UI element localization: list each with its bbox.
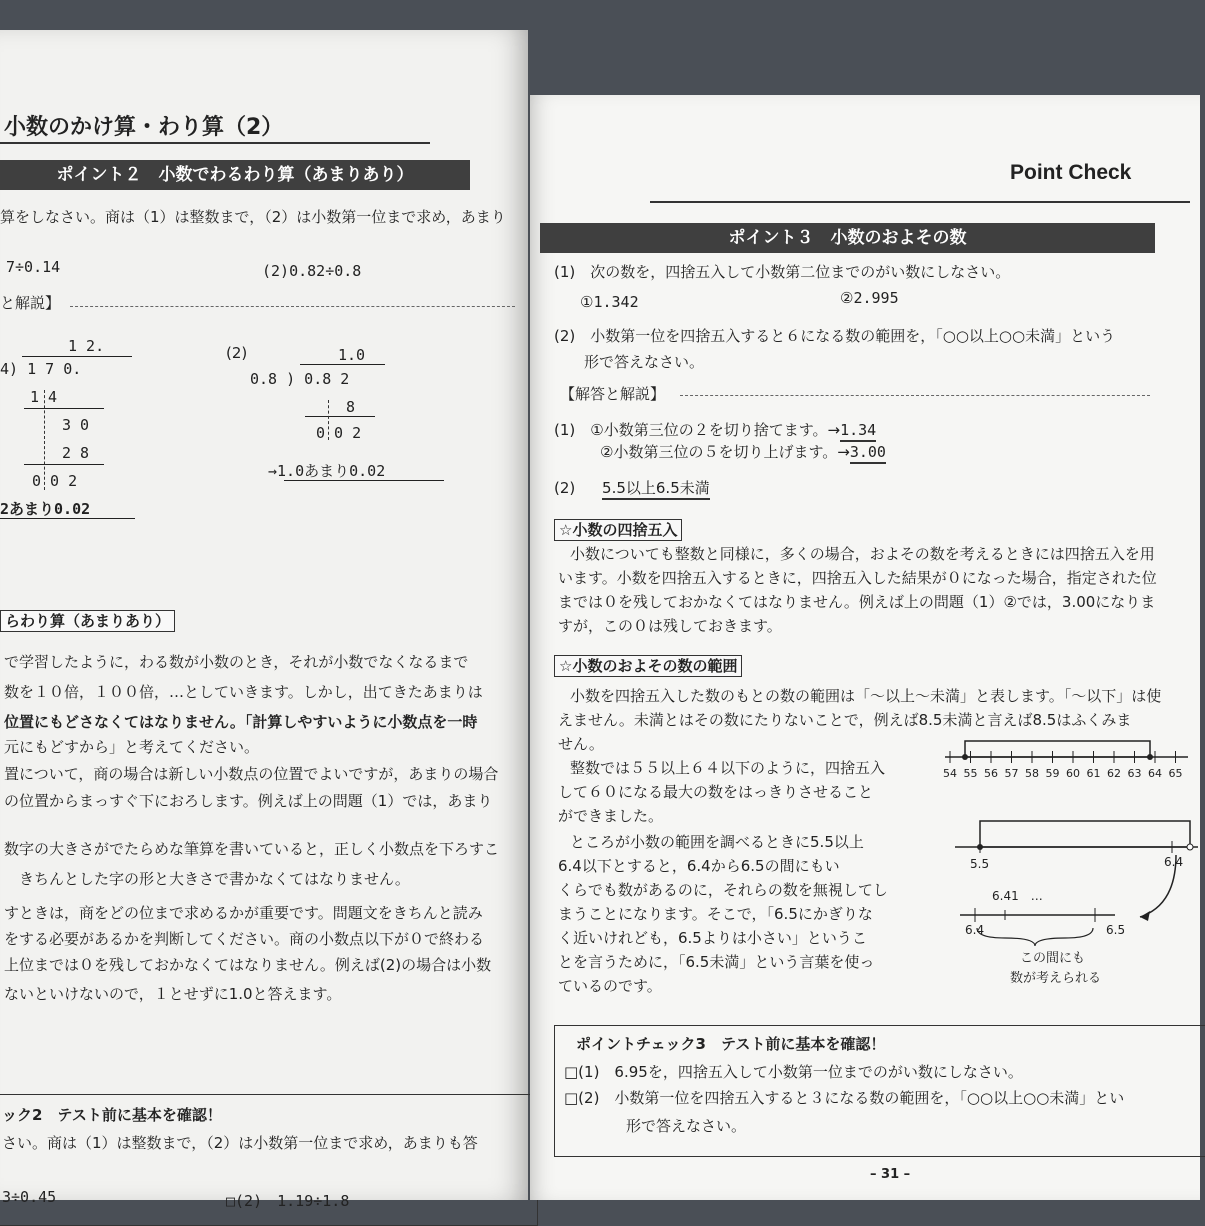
answer-1: 2あまり0.02 <box>0 500 91 518</box>
question-2: (2)0.82÷0.8 <box>262 262 362 280</box>
underline <box>0 518 135 519</box>
para-line: 元にもどすから」と考えてください。 <box>4 738 260 756</box>
question-2: (2) 小数第一位を四捨五入すると６になる数の範囲を，「○○以上○○未満」という <box>554 327 1116 345</box>
title-rule <box>0 142 430 144</box>
sec2-line: 整数では５５以上６４以下のように，四捨五入 <box>570 759 886 777</box>
answer-2: →1.0あまり0.02 <box>268 462 386 480</box>
dash-rule <box>70 306 515 307</box>
dash-rule <box>680 395 1150 396</box>
note-line-1: この間にも <box>1020 951 1086 966</box>
point-check-header: Point Check <box>1010 161 1132 184</box>
underline <box>284 480 444 481</box>
start-dot <box>962 754 968 760</box>
brace <box>977 928 1093 946</box>
para-line: きちんとした字の形と大きさで書かなくてはなりません。 <box>4 870 410 888</box>
para-line: すときは，商をどの位まで求めるかが重要です。問題文をきちんと読み <box>4 904 483 922</box>
question-2-cont: 形で答えなさい。 <box>584 353 705 371</box>
nl3-label-mid: 6.41 … <box>992 889 1043 903</box>
division-bar <box>22 356 132 357</box>
decimal-drop-line <box>44 390 45 490</box>
range-bracket <box>965 741 1150 757</box>
sec2-line: せん。 <box>558 735 604 753</box>
point-check-2-line: さい。商は（1）は整数まで，（2）は小数第一位まで求め，あまりも答 <box>2 1134 478 1152</box>
remainder-1: 0 0 2 <box>32 472 78 490</box>
tick-label: 62 <box>1107 767 1121 780</box>
tick-label: 63 <box>1127 767 1142 780</box>
section-rounding: ☆小数の四捨五入 <box>554 519 682 541</box>
section-box: らわり算（あまりあり） <box>0 610 175 632</box>
page-number: – 31 – <box>870 1167 911 1182</box>
para-line: 数字の大きさがでたらめな筆算を書いていると，正しく小数点を下ろすこ <box>4 840 500 858</box>
sec2-line: ているのです。 <box>558 977 662 995</box>
sec2-line: えません。未満とはその数にたりないことで，例えば8.5未満と言えば8.5はふくみま <box>558 711 1132 729</box>
header-rule <box>650 201 1190 203</box>
remainder-2: 0 0 2 <box>316 424 362 442</box>
tick-label: 59 <box>1045 767 1060 780</box>
sec2-line: く近いけれども，6.5よりは小さい」というこ <box>558 929 867 947</box>
question-1a: ①1.342 <box>580 293 639 311</box>
label-2: (2) <box>226 344 248 362</box>
answer-1a <box>554 421 876 439</box>
para-line: をする必要があるかを判断してください。商の小数点以下が０で終わる <box>4 930 485 948</box>
nl2-label-right: 6.4 <box>1164 855 1184 869</box>
dividend-1: 4) 1 7 0. <box>0 360 82 378</box>
tick-label: 54 <box>943 767 957 780</box>
sec2-line: まうことになります。そこで，「6.5にかぎりな <box>558 905 873 923</box>
sec1-line: 小数についても整数と同様に，多くの場合，およその数を考えるときには四捨五入を用 <box>570 545 1155 563</box>
point-check-3-title: ポイントチェック3 テスト前に基本を確認！ <box>576 1035 886 1053</box>
answer-1b <box>600 443 886 461</box>
para-line: 置について，商の場合は新しい小数点の位置でよいですが，あまりの場合 <box>4 765 499 783</box>
end-open-dot <box>1187 844 1193 850</box>
para-line: の位置からまっすぐ下におろします。例えば上の問題（1）では，あまり <box>4 792 493 810</box>
question-1: (1) 次の数を，四捨五入して小数第二位までのがい数にしなさい。 <box>554 263 1011 281</box>
answer-2-label: (2) <box>554 479 576 497</box>
step-2: 3 0 <box>62 416 90 434</box>
tick-label: 61 <box>1086 767 1101 780</box>
answer-heading: と解説】 <box>0 294 61 312</box>
tick-label: 64 <box>1148 767 1162 780</box>
check-item-2: □(2) 小数第一位を四捨五入すると３になる数の範囲を，「○○以上○○未満」とい <box>564 1089 1125 1107</box>
page-title: 小数のかけ算・わり算（2） <box>4 115 284 140</box>
nl2-label-left: 5.5 <box>970 857 990 871</box>
sec2-line: 小数を四捨五入した数のもとの数の範囲は「〜以上〜未満」と表します。「〜以下」は使 <box>570 687 1162 705</box>
tick-label: 56 <box>984 767 998 780</box>
para-line: 上位までは０を残しておかなくてはなりません。例えば(2)の場合は小数 <box>4 956 492 974</box>
para-line: ないといけないので，１とせずに1.0と答えます。 <box>4 985 342 1003</box>
instruction: 算をしなさい。商は（1）は整数まで，（2）は小数第一位まで求め，あまり <box>0 208 506 226</box>
tick-label: 58 <box>1025 767 1039 780</box>
division-bar <box>300 364 385 365</box>
note-line-2: 数が考えられる <box>1010 971 1102 986</box>
answer-1a-value: 1.34 <box>840 421 876 442</box>
sec1-line: います。小数を四捨五入するときに，四捨五入した結果が０になった場合，指定された位 <box>558 569 1157 587</box>
para-line: 位置にもどさなくてはなりません。「計算しやすいように小数点を一時 <box>4 713 478 731</box>
number-line-labels <box>940 767 1190 785</box>
sec2-line: ところが小数の範囲を調べるときに5.5以上 <box>570 833 864 851</box>
nl3-label-right: 6.5 <box>1106 923 1126 937</box>
sec1-line: までは０を残しておかなくてはなりません。例えば上の問題（1）②では，3.00になりま <box>558 593 1156 611</box>
step-2a: 8 <box>346 398 356 416</box>
decimal-drop-line <box>328 400 329 440</box>
sec2-line: くらでも数があるのに，それらの数を無視してし <box>558 881 888 899</box>
right-page <box>530 95 1200 1200</box>
question-1: 7÷0.14 <box>6 258 61 276</box>
answer-2-value: 5.5以上6.5未満 <box>602 479 710 500</box>
point3-banner: ポイント３ 小数のおよその数 <box>540 223 1155 253</box>
section-range: ☆小数のおよその数の範囲 <box>554 655 742 677</box>
rule <box>24 408 104 409</box>
check-question-1: 3÷0.45 <box>2 1188 57 1206</box>
answer-1b-text: ②小数第三位の５を切り上げます。→ <box>600 443 850 461</box>
step-3: 2 8 <box>62 444 90 462</box>
tick-label: 60 <box>1066 767 1080 780</box>
range-bracket <box>980 821 1190 847</box>
sec2-line: とを言うために，「6.5未満」という言葉を使っ <box>558 953 875 971</box>
tick-label: 65 <box>1168 767 1183 780</box>
quotient-1: 1 2. <box>68 337 105 355</box>
answer-1b-value: 3.00 <box>850 443 886 464</box>
step-1: 1 4 <box>30 388 58 406</box>
start-dot <box>977 844 983 850</box>
check-item-2-cont: 形で答えなさい。 <box>626 1117 747 1135</box>
sec2-line: ができました。 <box>558 807 664 825</box>
nl3-label-left: 6.4 <box>965 923 985 937</box>
answer-1a-text: (1) ①小数第三位の２を切り捨てます。→ <box>554 421 841 439</box>
answer-2 <box>554 479 710 497</box>
question-1b: ②2.995 <box>840 289 899 307</box>
rule <box>305 416 375 417</box>
sec1-line: すが，この０は残しておきます。 <box>558 617 782 635</box>
para-line: で学習したように，わる数が小数のとき，それが小数でなくなるまで <box>4 653 469 671</box>
check-question-2: □(2) 1.19÷1.8 <box>226 1192 350 1210</box>
end-dot <box>1147 754 1153 760</box>
answer-heading: 【解答と解説】 <box>560 385 666 403</box>
tick-label: 57 <box>1004 767 1019 780</box>
left-page <box>0 30 528 1210</box>
point-check-2-title: ック2 テスト前に基本を確認！ <box>2 1106 222 1124</box>
sec2-line: して６０になる最大の数をはっきりさせること <box>558 783 874 801</box>
dividend-2: 0.8 ) 0.8 2 <box>250 370 350 388</box>
sec2-line: 6.4以下とすると，6.4から6.5の間にもい <box>558 857 840 875</box>
check-item-1: □(1) 6.95を，四捨五入して小数第一位までのがい数にしなさい。 <box>564 1063 1023 1081</box>
point2-banner: ポイント２ 小数でわるわり算（あまりあり） <box>0 160 470 190</box>
para-line: 数を１０倍，１００倍，…としていきます。しかし，出てきたあまりは <box>4 683 483 701</box>
quotient-2: 1.0 <box>338 346 366 364</box>
tick-label: 55 <box>963 767 978 780</box>
rule <box>24 464 104 465</box>
